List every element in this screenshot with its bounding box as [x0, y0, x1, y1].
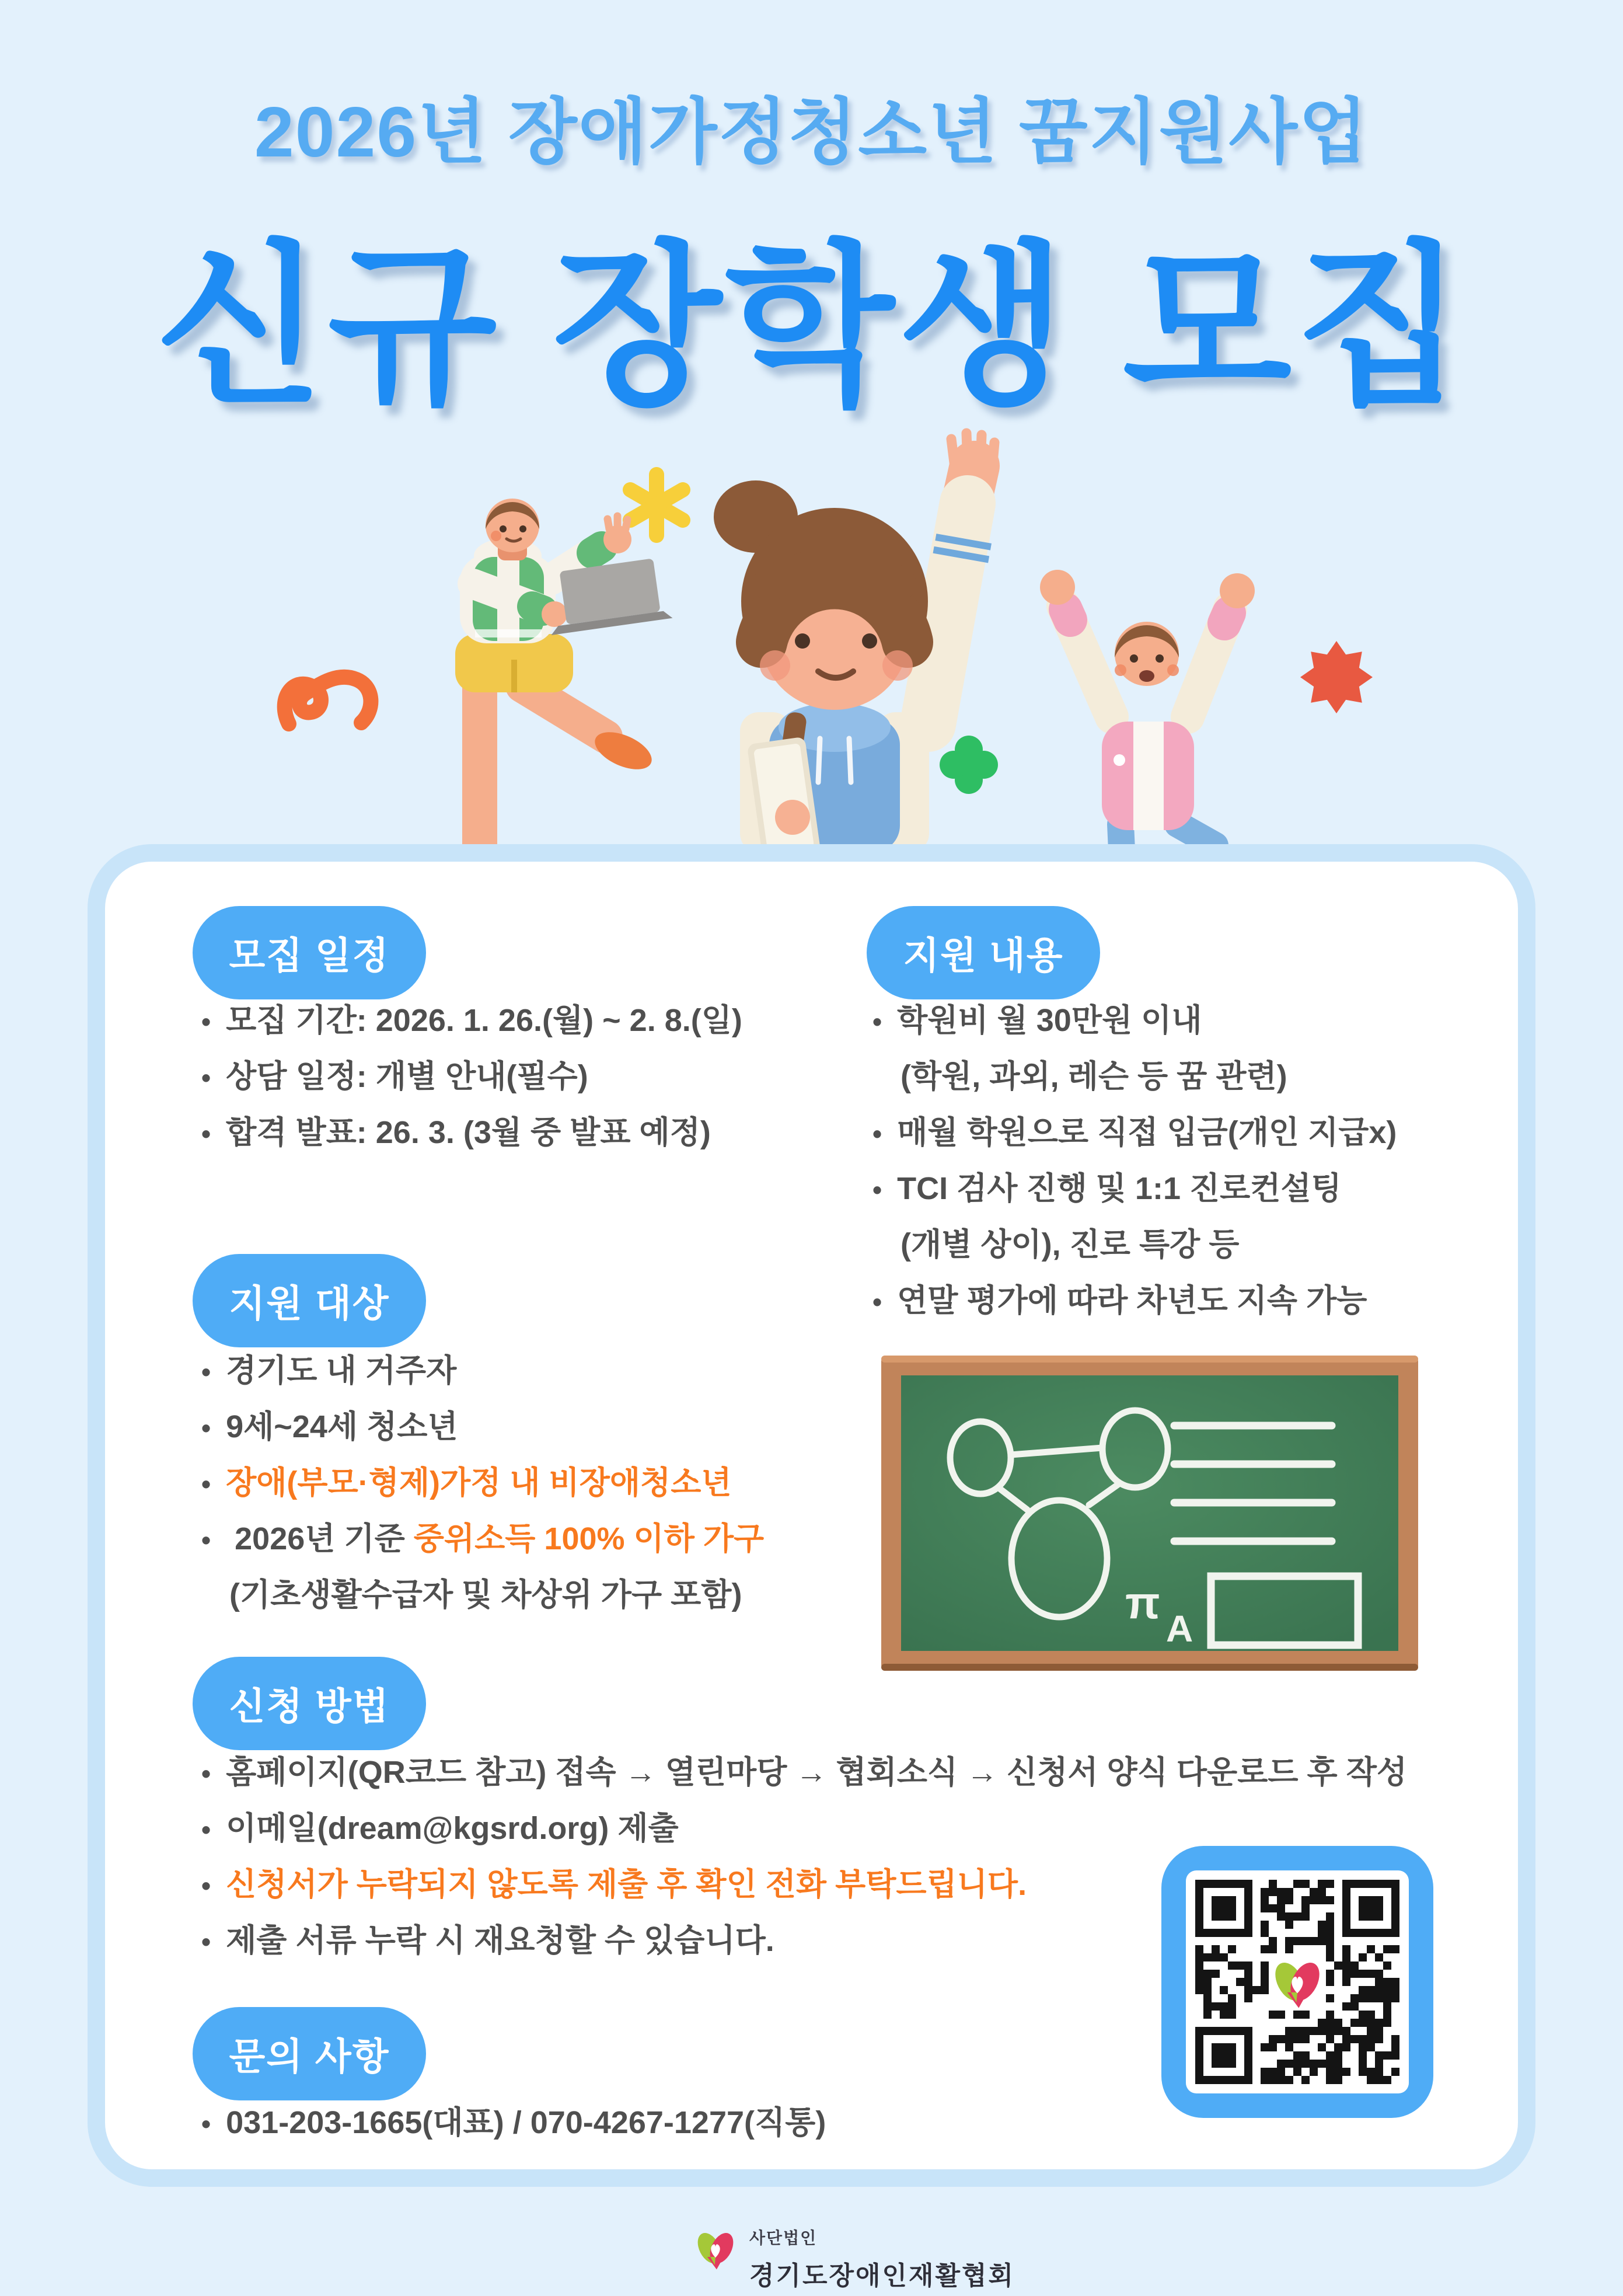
- list-item: • 상담 일정: 개별 안내(필수): [201, 1048, 742, 1105]
- org-identity: [749, 2225, 1015, 2292]
- list-item: • 031-203-1665(대표) / 070-4267-1277(직통): [201, 2095, 826, 2151]
- list-item: (기초생활수급자 및 차상위 가구 포함): [229, 1577, 742, 1612]
- list-item-highlight: 중위소득 100% 이하 가구: [413, 1521, 765, 1556]
- list-item: • 이메일(dream@kgsrd.org) 제출: [201, 1800, 1407, 1856]
- pi-symbol-icon: π: [1125, 1577, 1160, 1628]
- students-illustration: [228, 409, 1395, 852]
- org-heart-logo-icon: [696, 2222, 735, 2276]
- org-type-label: 사단법인: [749, 2229, 818, 2247]
- cheering-kid: [1040, 570, 1255, 850]
- org-name-label: 경기도장애인재활협회: [749, 2262, 1015, 2290]
- list-item: • 신청서가 누락되지 않도록 제출 후 확인 전화 부탁드립니다.: [201, 1856, 1407, 1912]
- contact-list: [201, 2095, 826, 2151]
- support-list: [872, 992, 1397, 1329]
- list-item: • 학원비 월 30만원 이내: [872, 992, 1397, 1048]
- list-item: • 경기도 내 거주자: [201, 1343, 764, 1399]
- list-item: • 합격 발표: 26. 3. (3월 중 발표 예정): [201, 1105, 742, 1161]
- program-subtitle: 2026년 장애가정청소년 꿈지원사업: [254, 92, 1369, 172]
- orange-spiral-icon: [285, 677, 371, 724]
- list-item: • 모집 기간: 2026. 1. 26.(월) ~ 2. 8.(일): [201, 992, 742, 1048]
- section-label-apply: 신청 방법: [193, 1657, 426, 1750]
- girl-student: [714, 433, 994, 852]
- chalkboard-illustration: [881, 1356, 1418, 1671]
- list-item: • 매월 학원으로 직접 입금(개인 지급x): [872, 1105, 1397, 1161]
- list-item: • 연말 평가에 따라 차년도 지속 가능: [872, 1273, 1397, 1329]
- target-list: [201, 1343, 764, 1623]
- list-item: (개별 상이), 진로 특강 등: [900, 1227, 1240, 1262]
- list-item-text: 2026년 기준: [235, 1521, 414, 1556]
- section-label-target: 지원 대상: [193, 1254, 426, 1347]
- letter-a-icon: A: [1166, 1608, 1193, 1650]
- list-item: (학원, 과외, 레슨 등 꿈 관련): [900, 1059, 1287, 1094]
- red-burst-icon: [1300, 641, 1373, 713]
- green-clover-icon: [940, 736, 998, 794]
- section-label-contact: 문의 사항: [193, 2007, 426, 2100]
- yellow-asterisk-icon: [630, 475, 683, 535]
- section-label-support: 지원 내용: [867, 906, 1100, 999]
- list-item: [201, 1511, 764, 1567]
- schedule-list: [201, 992, 742, 1161]
- section-label-schedule: 모집 일정: [193, 906, 426, 999]
- page-title: 신규 장학생 모집: [155, 228, 1468, 424]
- list-item: • TCI 검사 진행 및 1:1 진로컨설팅: [872, 1161, 1397, 1217]
- list-item: • 홈페이지(QR코드 참고) 접속 → 열린마당 → 협회소식 → 신청서 양식 다운로드 후 작성: [201, 1744, 1407, 1800]
- list-item: • 장애(부모·형제)가정 내 비장애청소년: [201, 1455, 764, 1511]
- list-item: • 제출 서류 누락 시 재요청할 수 있습니다.: [201, 1912, 1407, 1969]
- list-item: • 9세~24세 청소년: [201, 1399, 764, 1455]
- boy-student: [455, 499, 672, 845]
- qr-code: [1161, 1846, 1433, 2118]
